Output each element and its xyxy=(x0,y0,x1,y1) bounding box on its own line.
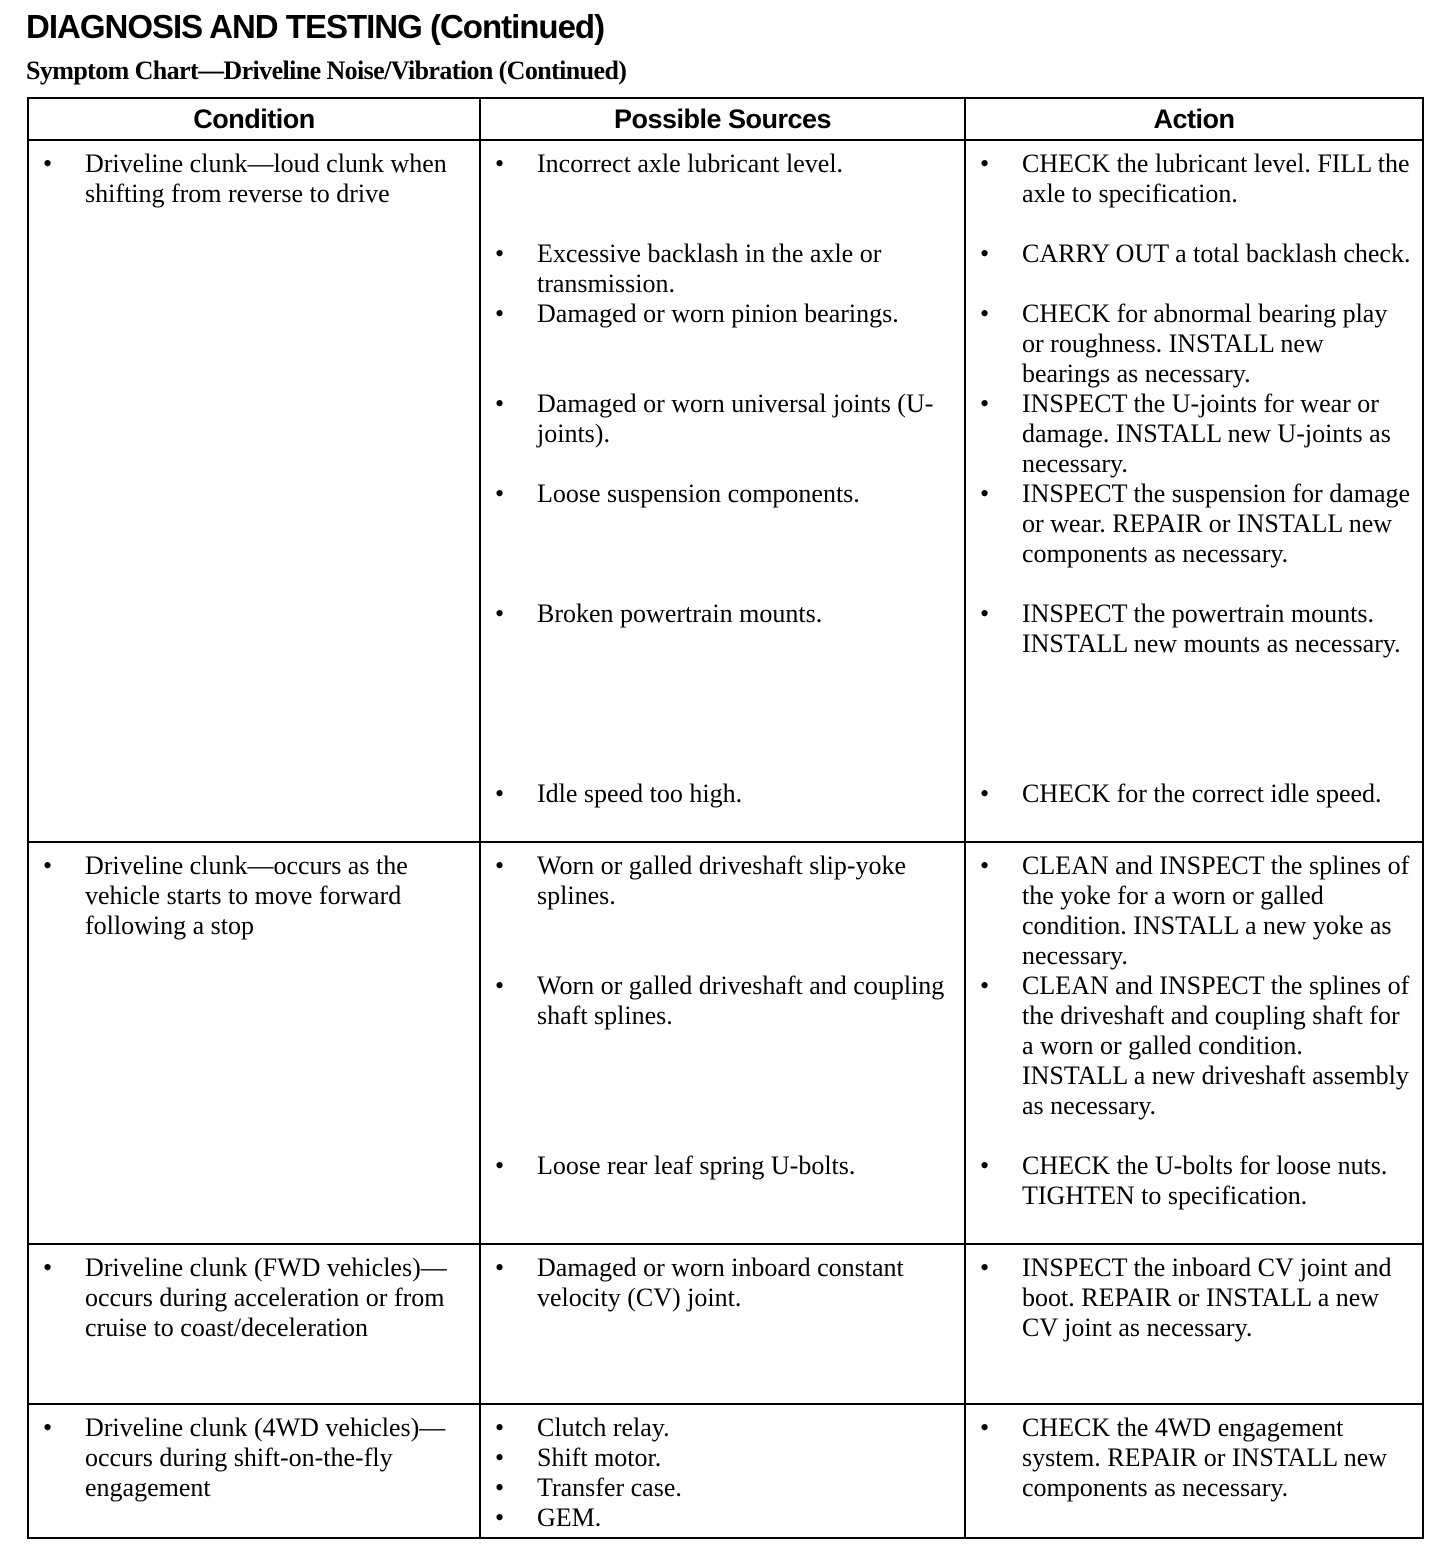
source-text: Damaged or worn pinion bearings. xyxy=(537,299,899,328)
source-item xyxy=(491,299,956,389)
action-item xyxy=(976,239,1414,299)
action-item xyxy=(976,851,1414,971)
source-item xyxy=(491,149,956,239)
bullet-icon: • xyxy=(495,1443,505,1472)
action-item xyxy=(976,1413,1414,1503)
condition-item xyxy=(39,851,471,941)
condition-item xyxy=(39,149,471,209)
condition-cell xyxy=(28,1404,480,1538)
action-text: INSPECT the powertrain mounts. INSTALL new mounts as necessary. xyxy=(1022,599,1401,658)
source-item xyxy=(491,1503,956,1533)
action-cell xyxy=(965,140,1423,842)
source-item xyxy=(491,851,956,971)
action-text: CHECK the 4WD engagement system. REPAIR or INSTALL new components as necessary. xyxy=(1022,1413,1388,1502)
bullet-icon: • xyxy=(495,1503,505,1532)
bullet-icon: • xyxy=(980,779,990,808)
source-text: Shift motor. xyxy=(537,1443,662,1472)
action-text: INSPECT the inboard CV joint and boot. REPAIR or INSTALL a new CV joint as necessary. xyxy=(1022,1253,1392,1342)
source-item xyxy=(491,1151,956,1181)
bullet-icon: • xyxy=(980,1253,990,1282)
symptom-chart-table xyxy=(27,97,1424,1539)
bullet-icon: • xyxy=(980,1151,990,1180)
action-item xyxy=(976,779,1414,809)
bullet-icon: • xyxy=(495,851,505,880)
action-text: CHECK the U-bolts for loose nuts. TIGHTEN to specification. xyxy=(1022,1151,1388,1210)
action-cell xyxy=(965,842,1423,1244)
action-text: CLEAN and INSPECT the splines of the yoke for a worn or galled condition. INSTALL a new yoke as necessary. xyxy=(1022,851,1410,970)
bullet-icon: • xyxy=(980,599,990,628)
source-item xyxy=(491,971,956,1151)
source-text: Damaged or worn inboard constant velocity (CV) joint. xyxy=(537,1253,904,1312)
action-item xyxy=(976,299,1414,389)
action-item xyxy=(976,1253,1414,1343)
condition-text: Driveline clunk—loud clunk when shifting from reverse to drive xyxy=(85,149,447,208)
source-text: Damaged or worn universal joints (U-joints). xyxy=(537,389,934,448)
table-row xyxy=(28,842,1423,1244)
action-text: CHECK for abnormal bearing play or roughness. INSTALL new bearings as necessary. xyxy=(1022,299,1388,388)
bullet-icon: • xyxy=(495,1253,505,1282)
bullet-icon: • xyxy=(980,239,990,268)
bullet-icon: • xyxy=(980,971,990,1000)
action-item xyxy=(976,389,1414,479)
action-text: CLEAN and INSPECT the splines of the driveshaft and coupling shaft for a worn or galled condition. INSTALL a new driveshaft assembly as necessary. xyxy=(1022,971,1410,1120)
table-row xyxy=(28,1404,1423,1538)
action-item xyxy=(976,599,1414,779)
table-row xyxy=(28,1244,1423,1404)
source-text: Transfer case. xyxy=(537,1473,682,1502)
source-text: Worn or galled driveshaft and coupling shaft splines. xyxy=(537,971,945,1030)
source-item xyxy=(491,1413,956,1443)
bullet-icon: • xyxy=(980,851,990,880)
condition-cell xyxy=(28,140,480,842)
column-header-condition: Condition xyxy=(28,98,480,140)
bullet-icon: • xyxy=(43,851,53,880)
action-cell xyxy=(965,1404,1423,1538)
action-item xyxy=(976,1151,1414,1211)
source-text: Clutch relay. xyxy=(537,1413,670,1442)
source-text: Excessive backlash in the axle or transmission. xyxy=(537,239,882,298)
bullet-icon: • xyxy=(43,149,53,178)
condition-cell xyxy=(28,1244,480,1404)
source-item xyxy=(491,779,956,809)
sources-cell xyxy=(480,1244,965,1404)
bullet-icon: • xyxy=(495,1413,505,1442)
column-header-possible-sources: Possible Sources xyxy=(480,98,965,140)
source-text: GEM. xyxy=(537,1503,602,1532)
source-item xyxy=(491,479,956,599)
action-item xyxy=(976,971,1414,1151)
action-text: CHECK for the correct idle speed. xyxy=(1022,779,1382,808)
source-text: Idle speed too high. xyxy=(537,779,743,808)
action-text: INSPECT the suspension for damage or wear. REPAIR or INSTALL new components as necessary. xyxy=(1022,479,1411,568)
bullet-icon: • xyxy=(495,239,505,268)
page-title: DIAGNOSIS AND TESTING (Continued) xyxy=(26,8,605,45)
bullet-icon: • xyxy=(980,479,990,508)
chart-subtitle: Symptom Chart—Driveline Noise/Vibration (Continued) xyxy=(26,56,627,85)
column-header-action: Action xyxy=(965,98,1423,140)
bullet-icon: • xyxy=(495,389,505,418)
condition-text: Driveline clunk—occurs as the vehicle starts to move forward following a stop xyxy=(85,851,408,940)
action-item xyxy=(976,149,1414,239)
source-item xyxy=(491,389,956,479)
bullet-icon: • xyxy=(495,299,505,328)
bullet-icon: • xyxy=(980,149,990,178)
action-text: CARRY OUT a total backlash check. xyxy=(1022,239,1411,268)
source-item xyxy=(491,1253,956,1313)
source-text: Loose rear leaf spring U-bolts. xyxy=(537,1151,856,1180)
source-text: Broken powertrain mounts. xyxy=(537,599,823,628)
sources-cell xyxy=(480,842,965,1244)
action-text: CHECK the lubricant level. FILL the axle to specification. xyxy=(1022,149,1410,208)
header-row xyxy=(28,98,1423,140)
bullet-icon: • xyxy=(495,779,505,808)
source-item xyxy=(491,1473,956,1503)
condition-text: Driveline clunk (4WD vehicles)—occurs during shift-on-the-fly engagement xyxy=(85,1413,446,1502)
source-item xyxy=(491,1443,956,1473)
source-text: Loose suspension components. xyxy=(537,479,860,508)
bullet-icon: • xyxy=(43,1253,53,1282)
condition-text: Driveline clunk (FWD vehicles)—occurs during acceleration or from cruise to coast/deceleration xyxy=(85,1253,447,1342)
table-row xyxy=(28,140,1423,842)
source-text: Worn or galled driveshaft slip-yoke splines. xyxy=(537,851,907,910)
source-item xyxy=(491,239,956,299)
bullet-icon: • xyxy=(980,389,990,418)
source-text: Incorrect axle lubricant level. xyxy=(537,149,844,178)
bullet-icon: • xyxy=(495,599,505,628)
action-item xyxy=(976,479,1414,599)
source-item xyxy=(491,599,956,779)
sources-cell xyxy=(480,1404,965,1538)
sources-cell xyxy=(480,140,965,842)
action-text: INSPECT the U-joints for wear or damage. INSTALL new U-joints as necessary. xyxy=(1022,389,1391,478)
action-cell xyxy=(965,1244,1423,1404)
condition-cell xyxy=(28,842,480,1244)
bullet-icon: • xyxy=(980,1413,990,1442)
condition-item xyxy=(39,1253,471,1343)
bullet-icon: • xyxy=(495,1473,505,1502)
bullet-icon: • xyxy=(495,149,505,178)
bullet-icon: • xyxy=(980,299,990,328)
bullet-icon: • xyxy=(495,479,505,508)
bullet-icon: • xyxy=(495,971,505,1000)
bullet-icon: • xyxy=(495,1151,505,1180)
condition-item xyxy=(39,1413,471,1503)
bullet-icon: • xyxy=(43,1413,53,1442)
